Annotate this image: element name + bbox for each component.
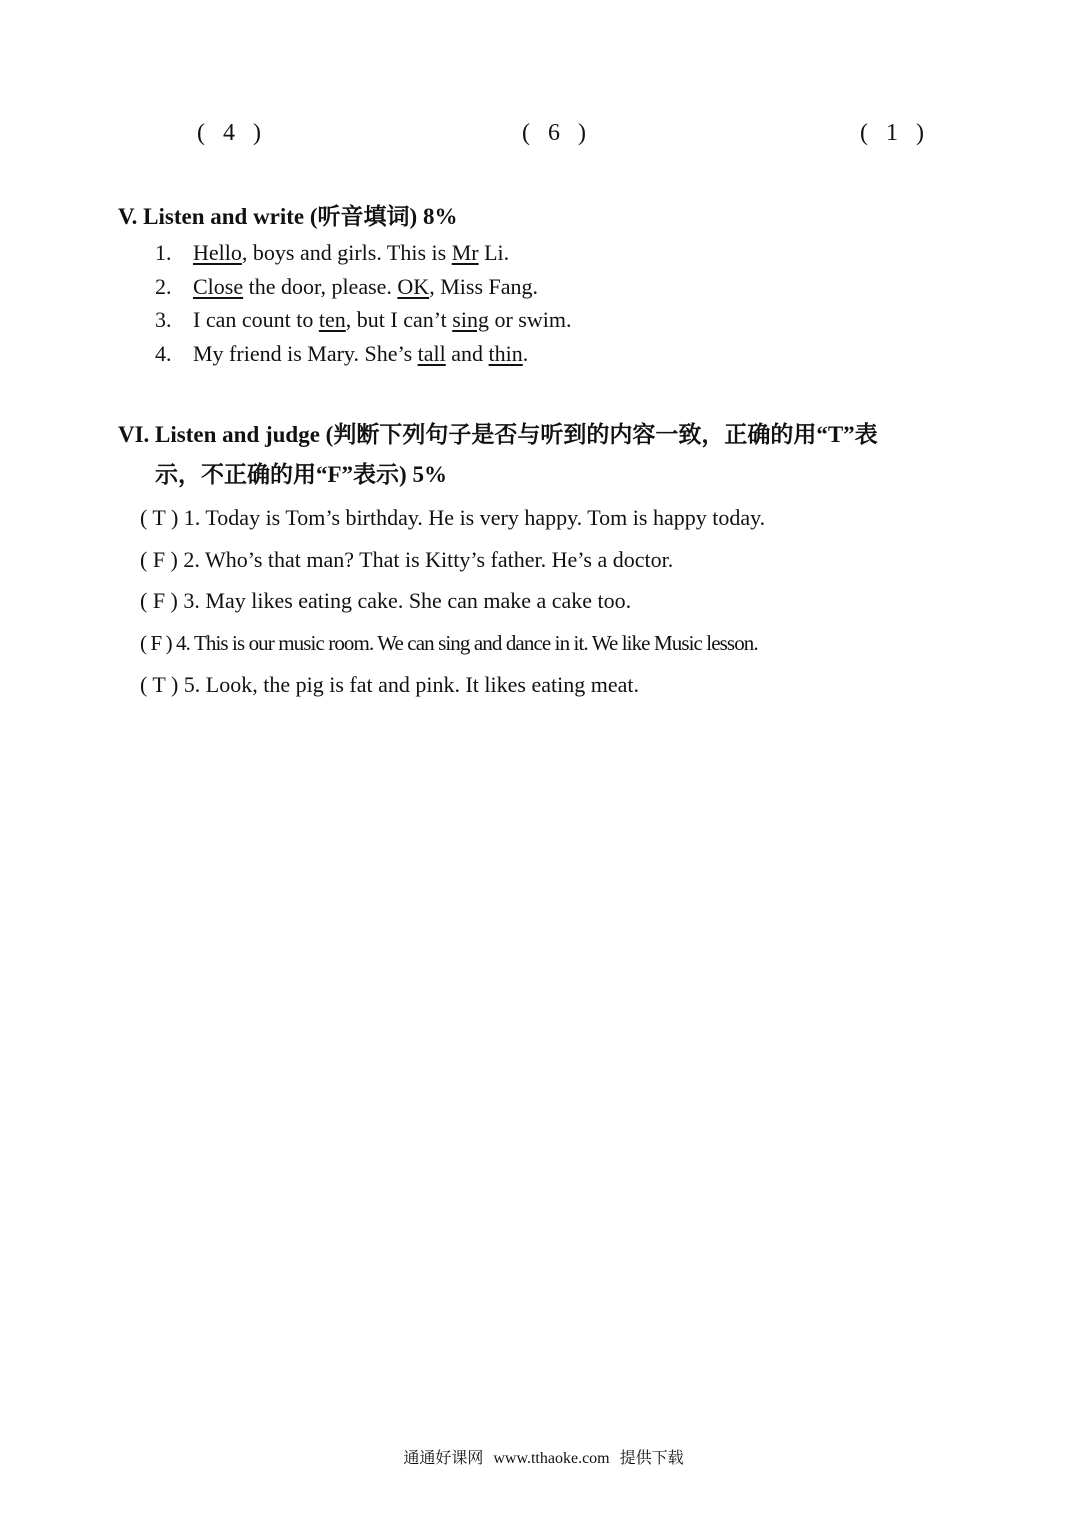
footer-site-name: 通通好课网 [403, 1450, 484, 1467]
sentence-text: and [445, 340, 489, 366]
filled-answer: Hello [193, 240, 242, 265]
judge-answer: ( F ) [140, 631, 172, 656]
judge-sentence: 1. Today is Tom’s birthday. He is very happy. Tom is happy today. [178, 505, 766, 530]
judge-item [140, 625, 765, 667]
item-number: 1. [155, 240, 172, 265]
judge-item [140, 542, 765, 584]
judge-sentence: 4. This is our music room. We can sing and dance in it. We like Music lesson. [171, 631, 758, 656]
item-number: 3. [155, 307, 172, 332]
sentence-text: , but I can’t [345, 307, 453, 332]
sentence-text: or swim. [488, 307, 572, 332]
filled-answer: thin [488, 340, 523, 366]
filled-answer: ten [318, 307, 346, 332]
section-6-title [118, 415, 978, 495]
sentence-text: . [522, 340, 529, 366]
sentence-text: the door, please. [243, 273, 398, 299]
judge-answer: ( T ) [140, 505, 179, 530]
section-6-title-line-1: VI. Listen and judge (判断下列句子是否与听到的内容一致，正确的用“T”表 [118, 422, 878, 447]
answer-paren-1: ( 4 ) [197, 120, 261, 146]
item-number: 4. [155, 340, 172, 366]
answer-paren-2: ( 6 ) [522, 120, 586, 146]
listen-write-list [155, 236, 571, 370]
item-number: 2. [155, 273, 172, 299]
listen-write-item [155, 270, 571, 304]
judge-answer: ( F ) [140, 588, 178, 614]
filled-answer: Close [193, 273, 244, 299]
footer-suffix: 提供下载 [619, 1450, 684, 1467]
judge-item [140, 500, 765, 542]
judge-sentence: 2. Who’s that man? That is Kitty’s father. He’s a doctor. [177, 546, 674, 572]
listen-write-item [155, 303, 571, 337]
judge-sentence: 5. Look, the pig is fat and pink. It likes eating meat. [178, 671, 639, 697]
judge-item [140, 667, 765, 709]
filled-answer: OK [397, 273, 430, 299]
footer-url: www.tthaoke.com [493, 1450, 610, 1467]
listen-write-item [155, 236, 571, 270]
sentence-text: Li. [478, 240, 510, 265]
filled-answer: tall [417, 340, 446, 366]
judge-item [140, 583, 765, 625]
page-footer [0, 1445, 1087, 1468]
sentence-text: My friend is Mary. She’s [193, 340, 418, 366]
answers-row [0, 120, 1087, 152]
filled-answer: Mr [451, 240, 479, 265]
listen-judge-list [140, 500, 765, 708]
section-5-title: V. Listen and write (听音填词) 8% [118, 204, 458, 229]
sentence-text: I can count to [193, 307, 319, 332]
sentence-text: , boys and girls. This is [241, 240, 452, 265]
answer-paren-3: ( 1 ) [860, 120, 924, 146]
listen-write-item [155, 337, 571, 371]
section-6-title-line-2: 示，不正确的用“F”表示) 5% [155, 462, 447, 487]
filled-answer: sing [452, 307, 489, 332]
judge-answer: ( F ) [140, 546, 178, 572]
judge-sentence: 3. May likes eating cake. She can make a cake too. [177, 588, 632, 614]
sentence-text: , Miss Fang. [429, 273, 538, 299]
judge-answer: ( T ) [140, 671, 179, 697]
